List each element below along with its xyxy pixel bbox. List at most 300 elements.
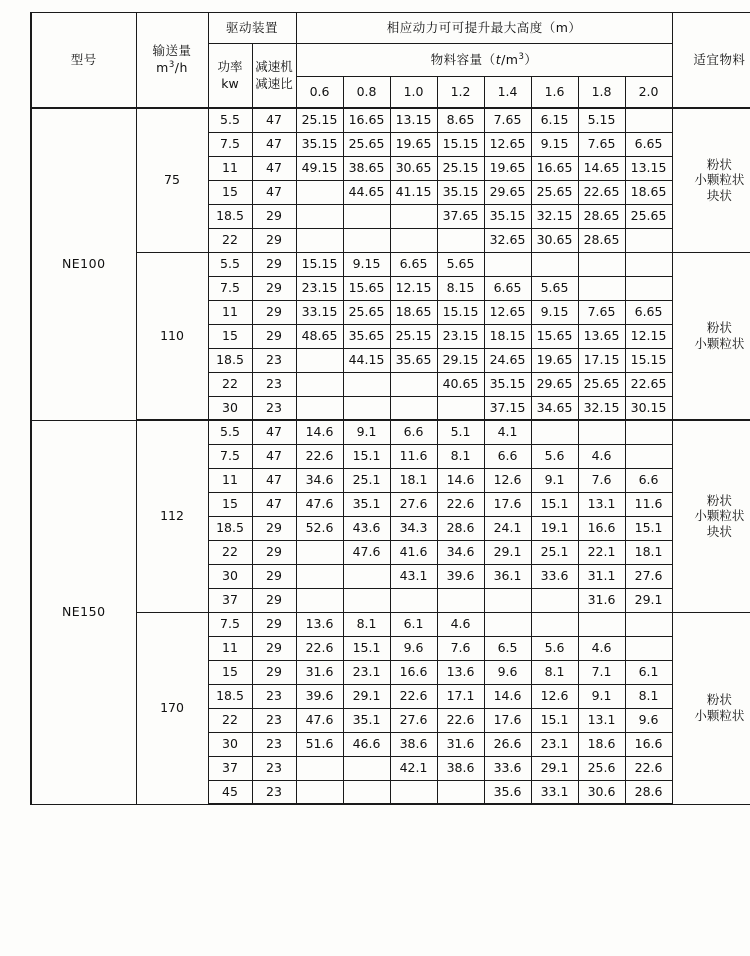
cell-power: 30	[208, 564, 252, 588]
cell-lift-height	[625, 252, 672, 276]
header-density-2: 1.0	[390, 77, 437, 109]
cell-power: 22	[208, 228, 252, 252]
cell-reduction-ratio: 23	[252, 684, 296, 708]
table-header-row-1	[31, 13, 750, 44]
cell-lift-height: 17.6	[484, 708, 531, 732]
header-density-1: 0.8	[343, 77, 390, 109]
header-model: 型号	[31, 13, 136, 109]
cell-lift-height: 18.1	[390, 468, 437, 492]
cell-lift-height: 6.65	[390, 252, 437, 276]
cell-reduction-ratio: 29	[252, 660, 296, 684]
cell-reduction-ratio: 47	[252, 156, 296, 180]
cell-lift-height	[296, 180, 343, 204]
cell-lift-height: 15.15	[437, 300, 484, 324]
cell-lift-height	[625, 420, 672, 444]
material-line: 粉状	[706, 692, 732, 708]
cell-lift-height	[531, 252, 578, 276]
material-line: 小颗粒状	[694, 335, 745, 351]
cell-lift-height: 22.1	[578, 540, 625, 564]
cell-lift-height: 8.1	[531, 660, 578, 684]
cell-lift-height: 43.1	[390, 564, 437, 588]
header-density-5: 1.6	[531, 77, 578, 109]
table-body	[31, 108, 750, 804]
cell-power: 5.5	[208, 252, 252, 276]
cell-lift-height: 5.65	[437, 252, 484, 276]
cell-lift-height: 25.65	[578, 372, 625, 396]
header-capacity-line1: 输送量	[152, 43, 192, 59]
cell-lift-height: 15.1	[343, 636, 390, 660]
cell-lift-height: 18.1	[625, 540, 672, 564]
header-bulk-density: 物料容量$(t/m^3)$	[296, 44, 672, 77]
cell-lift-height	[343, 204, 390, 228]
cell-lift-height: 35.65	[343, 324, 390, 348]
cell-lift-height	[578, 612, 625, 636]
cell-lift-height	[531, 420, 578, 444]
cell-lift-height: 15.65	[531, 324, 578, 348]
cell-power: 45	[208, 780, 252, 804]
cell-lift-height: 44.15	[343, 348, 390, 372]
material-line: 块状	[706, 524, 732, 540]
cell-lift-height	[625, 276, 672, 300]
cell-lift-height: 15.15	[437, 132, 484, 156]
cell-lift-height: 52.6	[296, 516, 343, 540]
cell-lift-height: 7.6	[578, 468, 625, 492]
header-power-line2: kw	[221, 75, 239, 91]
cell-power: 22	[208, 708, 252, 732]
cell-lift-height	[578, 252, 625, 276]
cell-lift-height: 31.6	[578, 588, 625, 612]
cell-lift-height	[437, 780, 484, 804]
cell-lift-height: 30.65	[531, 228, 578, 252]
cell-lift-height: 29.65	[531, 372, 578, 396]
specification-table	[30, 12, 750, 805]
cell-reduction-ratio: 29	[252, 564, 296, 588]
cell-lift-height: 19.1	[531, 516, 578, 540]
header-material: 适宜物料	[672, 13, 750, 109]
cell-lift-height: 19.65	[531, 348, 578, 372]
cell-lift-height	[296, 204, 343, 228]
cell-lift-height: 6.65	[484, 276, 531, 300]
cell-lift-height	[343, 588, 390, 612]
cell-lift-height: 8.1	[437, 444, 484, 468]
cell-lift-height: 31.6	[437, 732, 484, 756]
cell-lift-height: 34.6	[296, 468, 343, 492]
cell-lift-height	[296, 396, 343, 420]
cell-reduction-ratio: 47	[252, 132, 296, 156]
cell-lift-height	[343, 228, 390, 252]
cell-lift-height: 4.1	[484, 420, 531, 444]
cell-lift-height: 8.65	[437, 108, 484, 132]
material-line: 粉状	[706, 320, 732, 336]
cell-lift-height: 9.1	[531, 468, 578, 492]
cell-lift-height: 9.1	[578, 684, 625, 708]
cell-power: 37	[208, 756, 252, 780]
cell-lift-height: 17.1	[437, 684, 484, 708]
cell-lift-height: 23.1	[343, 660, 390, 684]
cell-lift-height: 33.1	[531, 780, 578, 804]
cell-lift-height: 22.6	[625, 756, 672, 780]
cell-lift-height: 31.1	[578, 564, 625, 588]
cell-material	[672, 108, 750, 252]
cell-lift-height: 11.6	[390, 444, 437, 468]
cell-lift-height: 6.65	[625, 300, 672, 324]
cell-reduction-ratio: 29	[252, 252, 296, 276]
cell-material	[672, 252, 750, 420]
cell-power: 7.5	[208, 276, 252, 300]
cell-lift-height	[343, 396, 390, 420]
cell-lift-height: 25.65	[625, 204, 672, 228]
cell-lift-height: 30.65	[390, 156, 437, 180]
cell-lift-height	[296, 564, 343, 588]
cell-lift-height	[390, 372, 437, 396]
cell-lift-height: 42.1	[390, 756, 437, 780]
cell-lift-height: 18.6	[578, 732, 625, 756]
header-reducer-line2: 减速比	[255, 75, 293, 91]
cell-lift-height: 5.6	[531, 636, 578, 660]
cell-capacity: 170	[136, 612, 208, 804]
cell-lift-height: 12.6	[531, 684, 578, 708]
cell-lift-height	[296, 372, 343, 396]
cell-lift-height: 22.6	[437, 708, 484, 732]
cell-lift-height	[625, 636, 672, 660]
cell-reduction-ratio: 29	[252, 540, 296, 564]
cell-lift-height: 43.6	[343, 516, 390, 540]
material-line: 粉状	[706, 492, 732, 508]
header-density-7: 2.0	[625, 77, 672, 109]
cell-lift-height: 41.6	[390, 540, 437, 564]
cell-reduction-ratio: 47	[252, 180, 296, 204]
cell-lift-height: 25.1	[343, 468, 390, 492]
cell-lift-height: 29.1	[484, 540, 531, 564]
cell-power: 7.5	[208, 612, 252, 636]
cell-lift-height: 32.15	[578, 396, 625, 420]
cell-lift-height: 47.6	[296, 708, 343, 732]
cell-lift-height: 33.6	[531, 564, 578, 588]
cell-reduction-ratio: 23	[252, 732, 296, 756]
cell-lift-height: 25.15	[390, 324, 437, 348]
cell-lift-height: 6.5	[484, 636, 531, 660]
cell-lift-height	[296, 348, 343, 372]
cell-lift-height	[484, 588, 531, 612]
cell-lift-height: 16.6	[390, 660, 437, 684]
cell-reduction-ratio: 23	[252, 396, 296, 420]
cell-power: 11	[208, 636, 252, 660]
cell-lift-height: 51.6	[296, 732, 343, 756]
cell-lift-height: 17.6	[484, 492, 531, 516]
cell-lift-height: 34.3	[390, 516, 437, 540]
header-lift-height: 相应动力可可提升最大高度（m）	[296, 13, 672, 44]
cell-lift-height: 4.6	[437, 612, 484, 636]
cell-power: 30	[208, 732, 252, 756]
cell-power: 11	[208, 300, 252, 324]
cell-lift-height: 25.65	[343, 300, 390, 324]
cell-lift-height: 47.6	[296, 492, 343, 516]
cell-lift-height: 25.1	[531, 540, 578, 564]
cell-lift-height: 35.15	[484, 204, 531, 228]
cell-lift-height: 14.6	[296, 420, 343, 444]
cell-reduction-ratio: 29	[252, 228, 296, 252]
cell-lift-height: 29.65	[484, 180, 531, 204]
cell-reduction-ratio: 23	[252, 372, 296, 396]
cell-lift-height: 18.65	[625, 180, 672, 204]
cell-lift-height: 9.6	[625, 708, 672, 732]
cell-lift-height: 15.65	[343, 276, 390, 300]
cell-lift-height: 12.6	[484, 468, 531, 492]
cell-material	[672, 420, 750, 612]
cell-lift-height	[296, 228, 343, 252]
material-line: 小颗粒状	[694, 172, 745, 188]
cell-lift-height	[437, 228, 484, 252]
cell-lift-height: 24.65	[484, 348, 531, 372]
cell-lift-height	[296, 780, 343, 804]
cell-lift-height: 37.15	[484, 396, 531, 420]
cell-lift-height: 17.15	[578, 348, 625, 372]
cell-lift-height: 13.65	[578, 324, 625, 348]
cell-power: 7.5	[208, 132, 252, 156]
cell-lift-height: 15.15	[296, 252, 343, 276]
cell-lift-height: 31.6	[296, 660, 343, 684]
cell-lift-height: 13.1	[578, 708, 625, 732]
cell-lift-height	[578, 420, 625, 444]
header-reducer-line1: 减速机	[255, 58, 293, 74]
cell-reduction-ratio: 47	[252, 108, 296, 132]
cell-lift-height	[531, 612, 578, 636]
cell-power: 18.5	[208, 348, 252, 372]
cell-lift-height: 6.1	[390, 612, 437, 636]
cell-power: 18.5	[208, 684, 252, 708]
cell-lift-height: 13.15	[625, 156, 672, 180]
cell-lift-height: 13.15	[390, 108, 437, 132]
cell-lift-height: 9.15	[343, 252, 390, 276]
header-density-3: 1.2	[437, 77, 484, 109]
cell-lift-height: 9.15	[531, 132, 578, 156]
cell-lift-height: 44.65	[343, 180, 390, 204]
cell-lift-height: 15.15	[625, 348, 672, 372]
cell-reduction-ratio: 29	[252, 300, 296, 324]
header-capacity-line2: $m^3/h$	[156, 59, 188, 76]
cell-lift-height: 25.6	[578, 756, 625, 780]
table-row	[31, 108, 750, 132]
material-line: 粉状	[706, 156, 732, 172]
cell-lift-height: 12.15	[625, 324, 672, 348]
cell-lift-height: 4.6	[578, 444, 625, 468]
cell-lift-height: 46.6	[343, 732, 390, 756]
cell-lift-height: 7.65	[578, 132, 625, 156]
cell-capacity: 110	[136, 252, 208, 420]
cell-power: 15	[208, 180, 252, 204]
cell-lift-height: 18.15	[484, 324, 531, 348]
cell-lift-height: 18.65	[390, 300, 437, 324]
cell-lift-height: 48.65	[296, 324, 343, 348]
cell-power: 15	[208, 492, 252, 516]
cell-lift-height: 19.65	[484, 156, 531, 180]
cell-model: NE150	[31, 420, 136, 804]
cell-lift-height: 39.6	[437, 564, 484, 588]
cell-lift-height: 25.65	[531, 180, 578, 204]
cell-lift-height: 32.65	[484, 228, 531, 252]
cell-lift-height	[390, 396, 437, 420]
cell-lift-height: 15.1	[531, 708, 578, 732]
cell-lift-height: 14.6	[484, 684, 531, 708]
cell-reduction-ratio: 23	[252, 756, 296, 780]
cell-lift-height: 26.6	[484, 732, 531, 756]
cell-reduction-ratio: 29	[252, 276, 296, 300]
cell-lift-height	[484, 612, 531, 636]
cell-lift-height: 25.15	[296, 108, 343, 132]
cell-lift-height	[296, 540, 343, 564]
cell-lift-height: 35.6	[484, 780, 531, 804]
header-power	[208, 44, 252, 109]
cell-power: 37	[208, 588, 252, 612]
cell-lift-height: 22.65	[625, 372, 672, 396]
cell-lift-height: 12.15	[390, 276, 437, 300]
cell-lift-height: 6.6	[484, 444, 531, 468]
cell-power: 5.5	[208, 420, 252, 444]
cell-capacity: 112	[136, 420, 208, 612]
cell-lift-height: 25.15	[437, 156, 484, 180]
cell-reduction-ratio: 47	[252, 492, 296, 516]
cell-lift-height: 34.6	[437, 540, 484, 564]
cell-reduction-ratio: 29	[252, 324, 296, 348]
cell-lift-height	[625, 444, 672, 468]
cell-lift-height: 47.6	[343, 540, 390, 564]
cell-lift-height: 6.15	[531, 108, 578, 132]
cell-power: 18.5	[208, 204, 252, 228]
cell-lift-height	[390, 204, 437, 228]
cell-lift-height: 16.65	[343, 108, 390, 132]
cell-power: 7.5	[208, 444, 252, 468]
cell-lift-height: 4.6	[578, 636, 625, 660]
cell-lift-height: 36.1	[484, 564, 531, 588]
cell-lift-height	[296, 756, 343, 780]
cell-lift-height: 49.15	[296, 156, 343, 180]
cell-lift-height: 28.65	[578, 228, 625, 252]
cell-lift-height: 27.6	[390, 708, 437, 732]
cell-lift-height: 39.6	[296, 684, 343, 708]
table-row	[31, 612, 750, 636]
cell-lift-height: 6.1	[625, 660, 672, 684]
cell-lift-height: 40.65	[437, 372, 484, 396]
cell-lift-height: 22.65	[578, 180, 625, 204]
cell-lift-height: 19.65	[390, 132, 437, 156]
cell-lift-height: 5.15	[578, 108, 625, 132]
cell-lift-height: 29.1	[343, 684, 390, 708]
cell-lift-height: 22.6	[437, 492, 484, 516]
cell-lift-height: 9.15	[531, 300, 578, 324]
cell-lift-height	[343, 372, 390, 396]
cell-model: NE100	[31, 108, 136, 420]
cell-lift-height: 14.6	[437, 468, 484, 492]
cell-lift-height: 38.6	[437, 756, 484, 780]
cell-lift-height: 6.6	[625, 468, 672, 492]
header-capacity	[136, 13, 208, 109]
table-row	[31, 420, 750, 444]
cell-power: 22	[208, 372, 252, 396]
cell-lift-height: 15.1	[531, 492, 578, 516]
cell-lift-height: 33.6	[484, 756, 531, 780]
cell-lift-height: 29.1	[531, 756, 578, 780]
cell-lift-height	[531, 588, 578, 612]
cell-lift-height	[437, 396, 484, 420]
cell-lift-height: 29.15	[437, 348, 484, 372]
cell-lift-height	[390, 780, 437, 804]
cell-lift-height: 37.65	[437, 204, 484, 228]
cell-lift-height: 13.6	[296, 612, 343, 636]
header-reducer	[252, 44, 296, 109]
header-density-4: 1.4	[484, 77, 531, 109]
cell-lift-height: 13.1	[578, 492, 625, 516]
cell-lift-height: 35.15	[484, 372, 531, 396]
cell-lift-height: 16.65	[531, 156, 578, 180]
cell-lift-height: 22.6	[296, 444, 343, 468]
cell-lift-height: 22.6	[296, 636, 343, 660]
header-density-0: 0.6	[296, 77, 343, 109]
cell-lift-height: 30.15	[625, 396, 672, 420]
cell-lift-height: 27.6	[390, 492, 437, 516]
cell-reduction-ratio: 29	[252, 516, 296, 540]
cell-lift-height: 23.1	[531, 732, 578, 756]
cell-capacity: 75	[136, 108, 208, 252]
cell-lift-height: 7.1	[578, 660, 625, 684]
cell-power: 15	[208, 324, 252, 348]
cell-reduction-ratio: 29	[252, 612, 296, 636]
cell-lift-height: 34.65	[531, 396, 578, 420]
cell-lift-height	[390, 228, 437, 252]
cell-lift-height: 35.1	[343, 492, 390, 516]
header-power-line1: 功率	[217, 58, 243, 74]
cell-lift-height	[484, 252, 531, 276]
cell-power: 22	[208, 540, 252, 564]
cell-power: 15	[208, 660, 252, 684]
cell-lift-height	[343, 756, 390, 780]
cell-lift-height: 14.65	[578, 156, 625, 180]
cell-lift-height: 7.65	[578, 300, 625, 324]
cell-lift-height: 30.6	[578, 780, 625, 804]
cell-lift-height: 35.1	[343, 708, 390, 732]
cell-reduction-ratio: 23	[252, 708, 296, 732]
cell-lift-height	[343, 780, 390, 804]
cell-lift-height: 25.65	[343, 132, 390, 156]
cell-lift-height: 16.6	[578, 516, 625, 540]
cell-reduction-ratio: 47	[252, 444, 296, 468]
cell-lift-height: 5.1	[437, 420, 484, 444]
cell-lift-height: 23.15	[437, 324, 484, 348]
cell-lift-height: 38.65	[343, 156, 390, 180]
cell-lift-height: 5.65	[531, 276, 578, 300]
cell-lift-height: 28.6	[625, 780, 672, 804]
cell-lift-height: 8.1	[343, 612, 390, 636]
cell-lift-height: 41.15	[390, 180, 437, 204]
cell-material	[672, 612, 750, 804]
cell-lift-height: 12.65	[484, 132, 531, 156]
cell-power: 30	[208, 396, 252, 420]
cell-reduction-ratio: 29	[252, 636, 296, 660]
cell-lift-height	[625, 612, 672, 636]
cell-lift-height: 22.6	[390, 684, 437, 708]
cell-reduction-ratio: 23	[252, 780, 296, 804]
cell-lift-height: 9.1	[343, 420, 390, 444]
cell-lift-height: 7.6	[437, 636, 484, 660]
cell-lift-height: 11.6	[625, 492, 672, 516]
cell-reduction-ratio: 29	[252, 588, 296, 612]
table-row	[31, 252, 750, 276]
cell-lift-height: 33.15	[296, 300, 343, 324]
cell-lift-height: 16.6	[625, 732, 672, 756]
cell-lift-height	[625, 108, 672, 132]
cell-lift-height: 27.6	[625, 564, 672, 588]
cell-lift-height: 8.1	[625, 684, 672, 708]
cell-lift-height	[390, 588, 437, 612]
